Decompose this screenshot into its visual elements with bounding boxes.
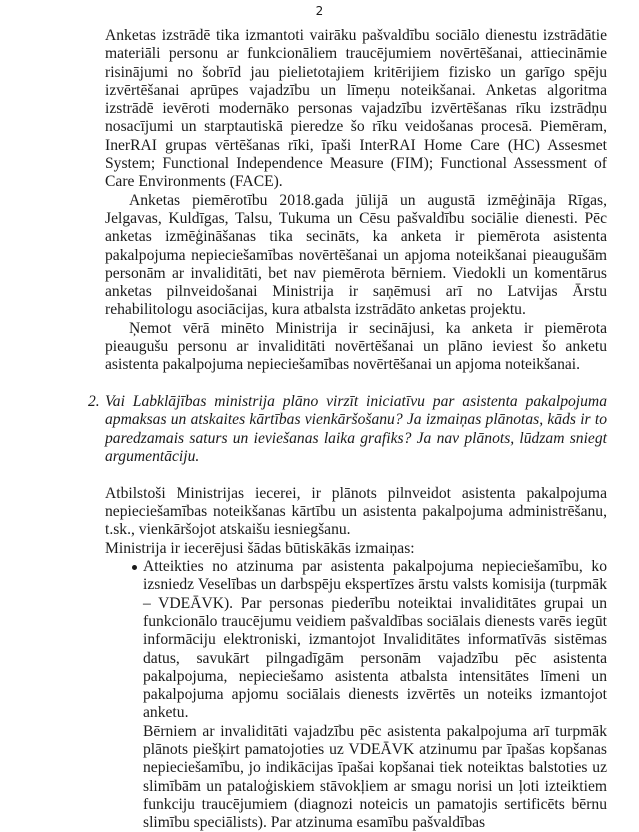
section-questionnaire-development (105, 27, 607, 375)
document-body (88, 27, 607, 832)
question-number: 2. (88, 393, 100, 411)
paragraph-ministry-conclusion: Ņemot vērā minēto Ministrija ir secinājusi, ka anketa ir piemērota pieaugušu personu ar invaliditāti novērtēšanai un plāno ieviest šo anketu asistenta pakalpojuma nepieciešamības novērtēšanai un apjoma noteikšanai. (105, 319, 607, 374)
bullet-icon (132, 565, 137, 570)
list-item-continuation: Bērniem ar invaliditāti vajadzību pēc asistenta pakalpojuma arī turpmāk plānots piešķirt pamatojoties uz VDEĀVK atzinumu par īpašas kopšanas nepieciešamību, jo indikācijas īpašai kopšanai tiek noteiktas balstoties uz slimībām un patalo​ģiskiem stāvokļiem ar smagu norisi un ļoti izteiktiem funkciju traucējumiem (diagnozi noteicis un pamatojis sertificēts bērnu slimību speciālists). Par atzinuma esamību pašvaldības (143, 722, 607, 832)
list-item-text: Atteikties no atzinuma par asistenta pakalpojuma nepieciešamību, ko izsniedz Veselības un darbspēju ekspertīzes ārstu valsts komisija (turpmāk – VDEĀVK). Par personas piederību noteiktai invaliditātes grupai un funkcionālo traucējumu veidiem pašvaldības sociālais dienests varēs iegūt informāciju elektroniski, izmantojot Invaliditātes informatīvās sistēmas datus, savukārt pilngadīgām personām vajadzību pēc asistenta pakalpojuma, nepieciešamo asistenta atbalsta intensitātes līmeni un pakalpojuma apjomu sociālais dienests izvērtēs un noteiks izmantojot anketu. (143, 558, 607, 722)
answer-intro: Atbilstoši Ministrijas iecerei, ir plānots pilnveidot asistenta pakalpojuma nepieciešamības noteikšanas kārtību un asistenta pakalpojuma administrēšanu, t.sk., vienkāršojot atskaišu iesniegšanu. (105, 484, 607, 539)
answer-2 (105, 485, 607, 832)
list-item (143, 558, 607, 723)
answer-lead: Ministrija ir iecerējusi šādas būtiskākās izmaiņas: (105, 539, 415, 557)
page-number: 2 (315, 4, 324, 18)
question-text: Vai Labklājības ministrija plāno virzīt iniciatīvu par asistenta pakalpojuma apmaksas un atskaites kārtības vienkāršošanu? Ja izmaiņas plānotas, kāds ir to paredzamais saturs un ieviešanas laika grafiks? Ja nav plānots, lūdzam sniegt argumentāciju. (105, 393, 607, 466)
paragraph-questionnaire-pilot: Anketas piemērotību 2018.gada jūlijā un augustā izmēģināja Rīgas, Jelgavas, Kuldīgas, Talsu, Tukuma un Cēsu pašvaldību sociālie dienesti. Pēc anketas izmēģināšanas tika secināts, ka anketa ir piemērota asistenta pakalpojuma nepieciešamības novērtēšanai un apjoma noteikšanai pieaugušām personām ar invaliditāti, bet nav piemērota bērniem. Viedokli un komentārus anketas pilnveidošanai Ministrija ir saņēmusi arī no Latvijas Ārstu rehabilitologu asociācijas, kura atbalsta izstrādāto anketas projektu. (105, 191, 607, 319)
paragraph-questionnaire-sources: Anketas izstrādē tika izmantoti vairāku pašvaldību sociālo dienestu izstrādātie materiāli personu ar funkcionāliem traucējumiem novērtēšanai, attiecināmie risinājumi no šobrīd jau pielietotajiem kritērijiem fizisko un garīgo spēju izvērtēšanai aprūpes vajadzību un līmeņu noteikšanai. Anketas algoritma izstrādē ievēroti modernāko personas vajadzību izvērtēšanas rīku izstrādņu nosacījumi un starptautiskā pieredze šo rīku veidošanas procesā. Piemēram, InerRAI grupas vērtēšanas rīki, īpaši InterRAI Home Care (HC) Assesmet System; Functional Independence Measure (FIM); Functional Assessment of Care Environments (FACE). (105, 27, 607, 191)
changes-list (105, 558, 607, 723)
question-2 (88, 393, 607, 466)
